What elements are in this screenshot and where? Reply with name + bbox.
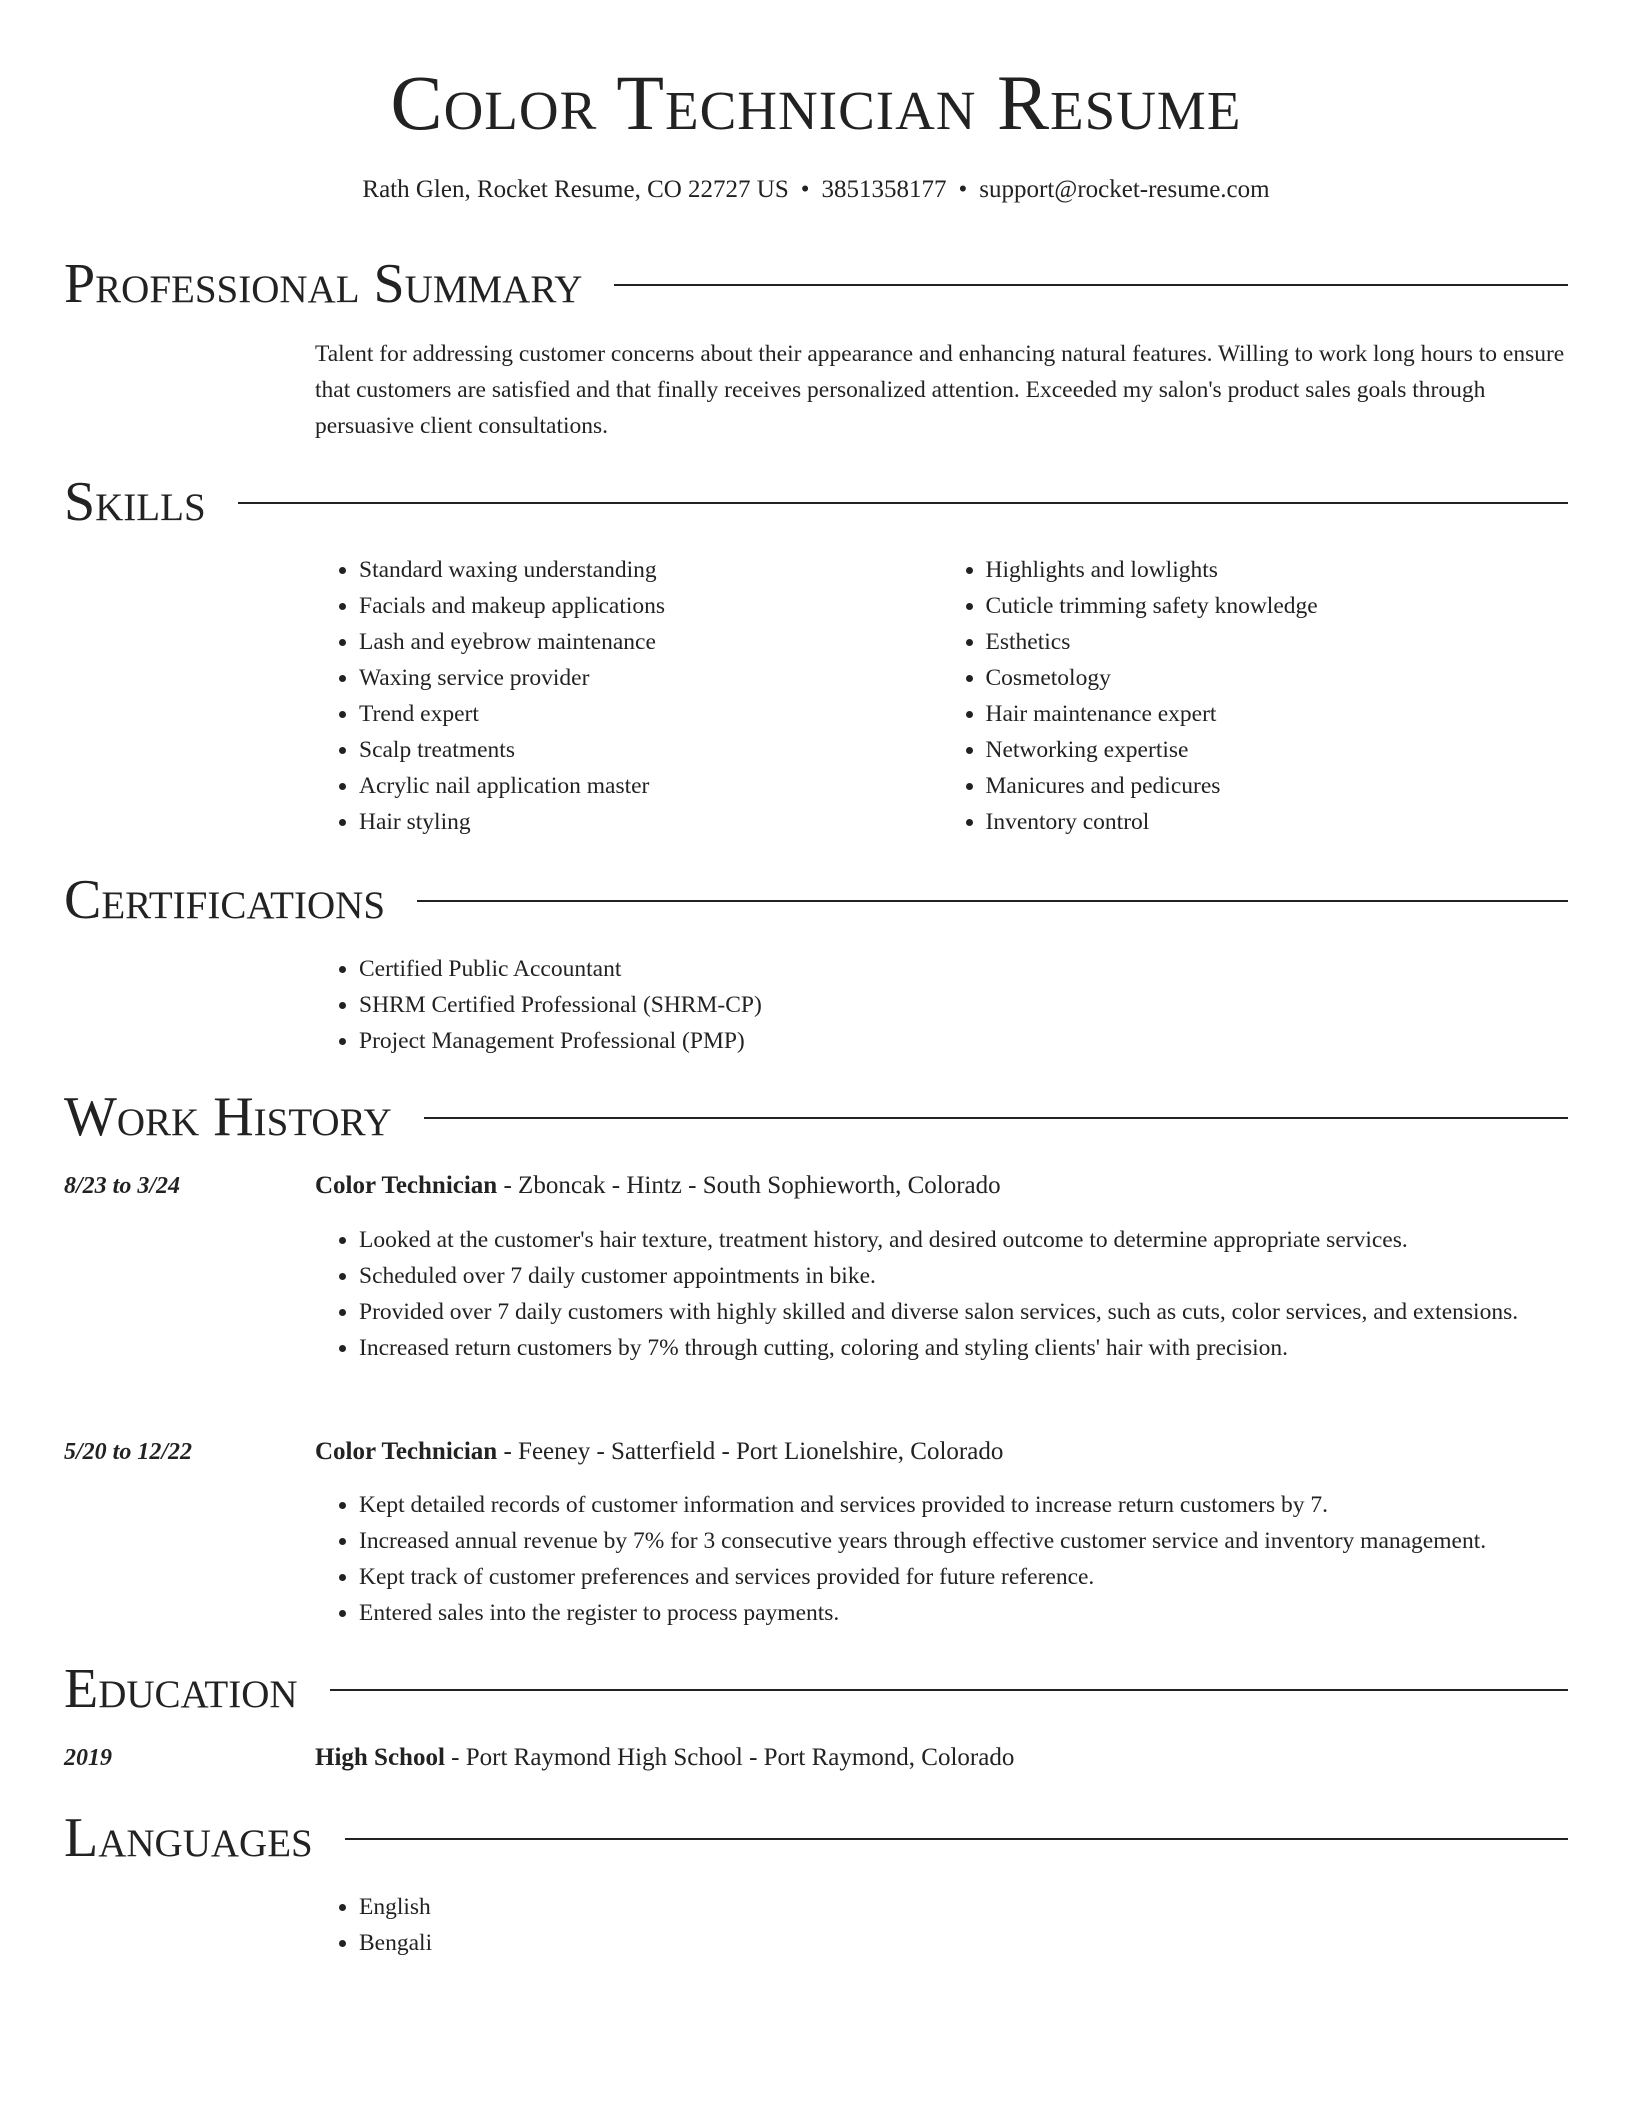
- education-school: - Port Raymond High School - Port Raymond, Colorado: [444, 1744, 1015, 1771]
- education-year: 2019: [64, 1745, 112, 1771]
- skill-item: • Networking expertise: [986, 732, 1569, 768]
- section-header-skills: [64, 470, 1568, 534]
- job-bullet: • Kept detailed records of customer information and services provided to increase return customers by 7.: [359, 1487, 1568, 1523]
- resume-title: Color Technician Resume: [390, 59, 1242, 146]
- job-company: - Feeney - Satterfield - Port Lionelshire, Colorado: [497, 1438, 1004, 1465]
- section-title: Skills: [64, 471, 206, 533]
- skills-column-right: [942, 552, 1569, 840]
- job-bullet: • Increased annual revenue by 7% for 3 consecutive years through effective customer service and inventory management.: [359, 1523, 1568, 1559]
- section-title: Work History: [64, 1086, 392, 1148]
- job-bullet: • Entered sales into the register to process payments.: [359, 1595, 1568, 1631]
- job-role: Color Technician: [315, 1172, 498, 1199]
- skill-item: • Waxing service provider: [359, 660, 942, 696]
- section-divider: [345, 1838, 1568, 1840]
- skill-item: • Esthetics: [986, 624, 1569, 660]
- contact-address: Rath Glen, Rocket Resume, CO 22727 US: [362, 176, 789, 203]
- skill-item: • Inventory control: [986, 804, 1569, 840]
- section-divider: [614, 284, 1568, 286]
- skill-item: • Manicures and pedicures: [986, 768, 1569, 804]
- skill-item: • Hair styling: [359, 804, 942, 840]
- section-header-work-history: [64, 1085, 1568, 1149]
- section-title: Professional Summary: [64, 253, 583, 315]
- contact-line: [64, 172, 1568, 208]
- certification-item: • Project Management Professional (PMP): [359, 1023, 1568, 1059]
- job-role: Color Technician: [315, 1438, 498, 1465]
- section-header-summary: [64, 252, 1568, 316]
- section-divider: [330, 1689, 1568, 1691]
- job-bullet: • Kept track of customer preferences and services provided for future reference.: [359, 1559, 1568, 1595]
- job-title-line: [315, 1434, 1568, 1470]
- skill-item: • Highlights and lowlights: [986, 552, 1569, 588]
- section-header-certifications: [64, 868, 1568, 932]
- section-divider: [424, 1117, 1568, 1119]
- languages-list: [315, 1889, 1568, 1961]
- section-title: Education: [64, 1658, 298, 1720]
- summary-text: Talent for addressing customer concerns about their appearance and enhancing natural features. Willing to work long hours to ensure that customers are satisfied and that finally receives personalized attention. Exceeded my salon's product sales goals through persuasive client consultations.: [315, 341, 1565, 439]
- section-title: Languages: [64, 1807, 313, 1869]
- job-bullet: • Increased return customers by 7% through cutting, coloring and styling clients' hair with precision.: [359, 1330, 1568, 1366]
- skills-column-left: [315, 552, 942, 840]
- skill-item: • Standard waxing understanding: [359, 552, 942, 588]
- contact-email[interactable]: support@rocket-resume.com: [979, 176, 1270, 203]
- job-dates: 8/23 to 3/24: [64, 1173, 181, 1199]
- job-responsibilities: [315, 1487, 1568, 1631]
- job-bullet: • Looked at the customer's hair texture, treatment history, and desired outcome to determine appropriate services.: [359, 1222, 1568, 1258]
- job-responsibilities: [315, 1222, 1568, 1366]
- certification-item: • SHRM Certified Professional (SHRM-CP): [359, 987, 1568, 1023]
- section-title: Certifications: [64, 869, 386, 931]
- job-bullet: • Provided over 7 daily customers with highly skilled and diverse salon services, such as cuts, color services, and extensions.: [359, 1294, 1568, 1330]
- certification-item: • Certified Public Accountant: [359, 951, 1568, 987]
- contact-phone: 3851358177: [821, 176, 947, 203]
- section-divider: [417, 900, 1568, 902]
- section-header-education: [64, 1657, 1568, 1721]
- job-bullet: • Scheduled over 7 daily customer appointments in bike.: [359, 1258, 1568, 1294]
- language-item: • Bengali: [359, 1925, 1568, 1961]
- section-header-languages: [64, 1806, 1568, 1870]
- job-dates: 5/20 to 12/22: [64, 1439, 193, 1465]
- language-item: • English: [359, 1889, 1568, 1925]
- section-divider: [238, 502, 1568, 504]
- skill-item: • Acrylic nail application master: [359, 768, 942, 804]
- job-company: - Zboncak - Hintz - South Sophieworth, Colorado: [497, 1172, 1001, 1199]
- job-title-line: [315, 1168, 1568, 1204]
- education-degree: High School: [315, 1744, 445, 1771]
- skill-item: • Cuticle trimming safety knowledge: [986, 588, 1569, 624]
- skill-item: • Trend expert: [359, 696, 942, 732]
- education-line: [315, 1740, 1568, 1776]
- skill-item: • Cosmetology: [986, 660, 1569, 696]
- skill-item: • Facials and makeup applications: [359, 588, 942, 624]
- contact-separator: •: [958, 176, 968, 203]
- skill-item: • Scalp treatments: [359, 732, 942, 768]
- certifications-list: [315, 951, 1568, 1059]
- skills-list: [315, 552, 1568, 840]
- skill-item: • Hair maintenance expert: [986, 696, 1569, 732]
- skill-item: • Lash and eyebrow maintenance: [359, 624, 942, 660]
- contact-separator: •: [800, 176, 810, 203]
